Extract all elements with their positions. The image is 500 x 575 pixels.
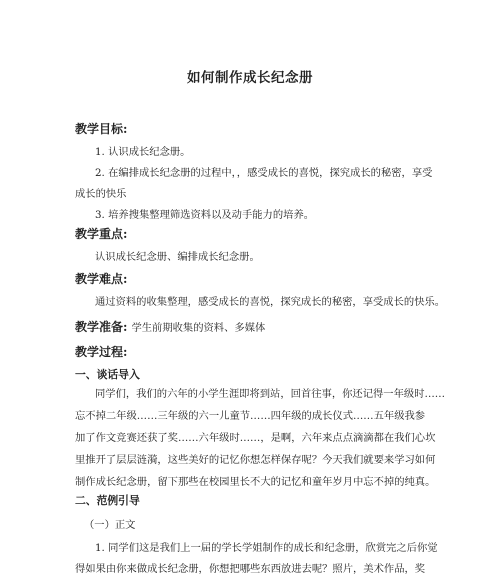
- part2-heading: 二、范例引导: [75, 494, 140, 507]
- objectives-heading: 教学目标:: [75, 122, 128, 136]
- preparation-text: 学生前期收集的资料、多媒体: [131, 322, 266, 334]
- key-points-heading: 教学重点:: [75, 227, 128, 241]
- part1-line-3: 加了作文竞赛还获了奖……六年级时……，是啊，六年来点点滴滴都在我们心坎: [75, 432, 436, 444]
- difficulties-heading: 教学难点:: [75, 272, 128, 286]
- key-points-text: 认识成长纪念册、编排成长纪念册。: [95, 251, 260, 263]
- part1-line-5: 制作成长纪念册，留下那些在校园里长不大的记忆和童年岁月中忘不掉的纯真。: [75, 476, 436, 488]
- preparation-row: [75, 316, 265, 335]
- objective-item-1: 1. 认识成长纪念册。: [95, 146, 191, 158]
- objective-item-2: 2. 在编排成长纪念册的过程中，，感受成长的喜悦，探究成长的秘密，享受: [95, 167, 433, 179]
- part1-heading: 一、谈话导入: [75, 368, 140, 381]
- objective-item-3: 3. 培养搜集整理筛选资料以及动手能力的培养。: [95, 209, 315, 221]
- document-title: 如何制作成长纪念册: [187, 70, 313, 86]
- part2-line-1: 1. 同学们这是我们上一届的学长学姐制作的成长和纪念册，欣赏完之后你觉: [95, 542, 438, 554]
- difficulties-text: 通过资料的收集整理，感受成长的喜悦，探究成长的秘密，享受成长的快乐。: [95, 296, 446, 308]
- part2-line-2: 得如果由你来做成长纪念册，你想把哪些东西放进去呢？照片，美术作品，奖: [75, 563, 426, 575]
- part1-line-2: 忘不掉二年级……三年级的六一儿童节……四年级的成长仪式……五年级我参: [75, 410, 426, 422]
- part2-subheading: （一）正文: [84, 519, 136, 531]
- preparation-heading: 教学准备:: [75, 320, 128, 334]
- part1-line-4: 里推开了层层涟漪，这些美好的记忆你想怎样保存呢？今天我们就要来学习如何: [75, 454, 436, 466]
- process-heading: 教学过程:: [75, 345, 128, 359]
- objective-item-2-cont: 成长的快乐: [75, 188, 127, 200]
- part1-line-1: 同学们，我们的六年的小学生涯即将到站，回首往事，你还记得一年级时……: [95, 388, 446, 400]
